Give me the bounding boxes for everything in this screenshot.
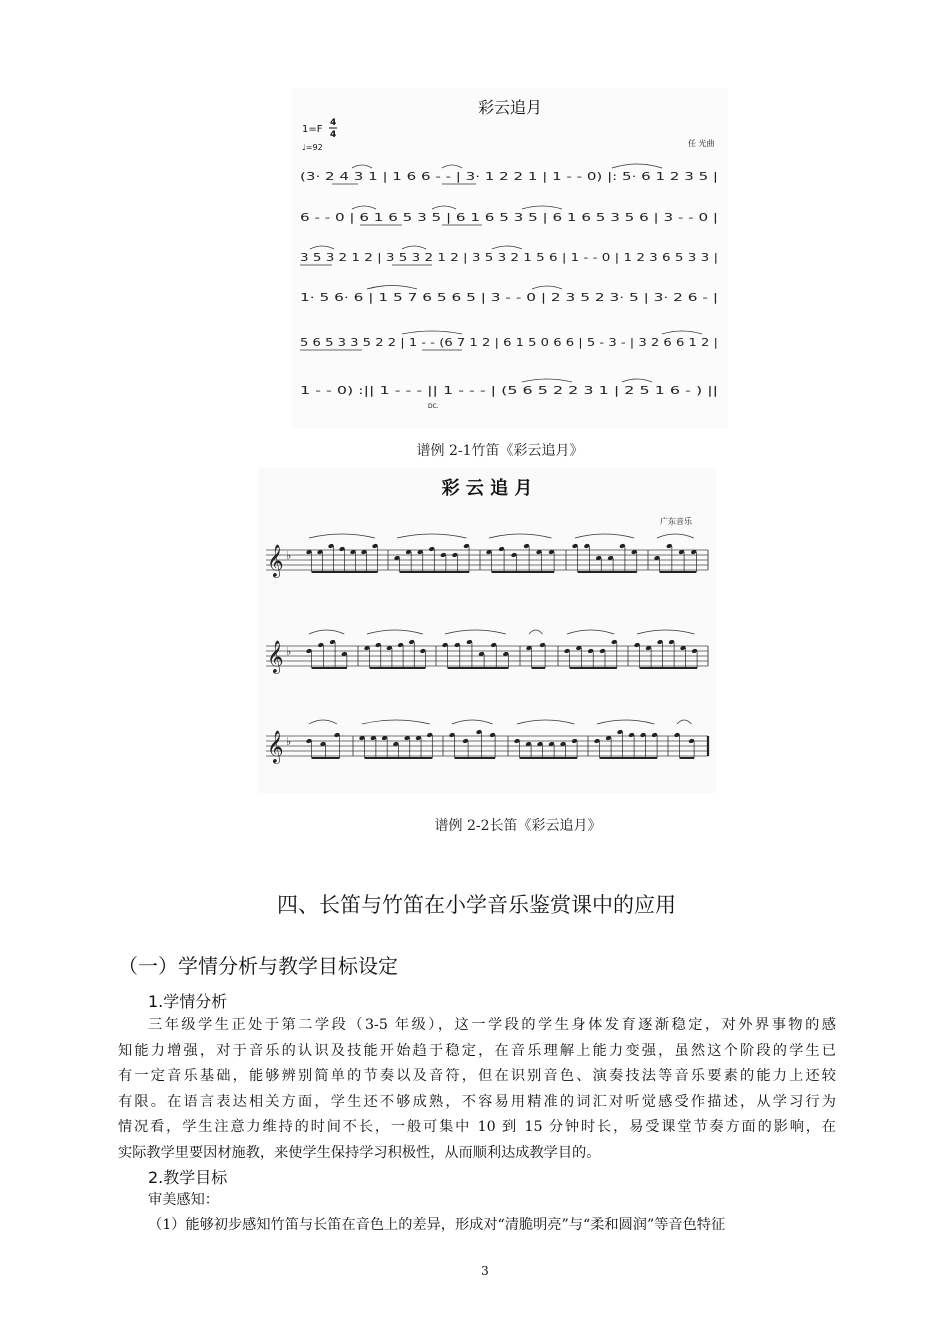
jianpu-time-numerator: 4: [330, 118, 337, 128]
jianpu-line: 1· 5 6· 6 | 1 5 7 6 5 6 5 | 3 - - 0 | 2 3 5 2 3· 5 | 3· 2 6 - |: [300, 292, 718, 304]
paragraph-line: 知能力增强，对于音乐的认识及技能开始趋于稳定，在音乐理解上能力变强，虽然这个阶段的学生已: [118, 1042, 836, 1059]
svg-text:𝄞: 𝄞: [267, 544, 284, 577]
svg-text:♭: ♭: [286, 735, 292, 748]
staff-systems: [266, 534, 708, 764]
jianpu-line: 5 6 5 3 3 5 2 2 | 1 - - (6 7 1 2 | 6 1 5 0 6 6 | 5 - 3 - | 3 2 6 6 1 2 |: [300, 337, 718, 349]
paragraph-line: 三年级学生正处于第二学段（3-5 年级），这一学段的学生身体发育逐渐稳定，对外界事物的感: [148, 1017, 836, 1033]
section-heading: 四、长笛与竹笛在小学音乐鉴赏课中的应用: [277, 893, 676, 917]
jianpu-title: 彩云追月: [477, 98, 543, 117]
jianpu-key: 1=F: [302, 124, 323, 135]
jianpu-line: 1 - - 0) :|| 1 - - - || 1 - - - | (5 6 5 2 2 3 1 | 2 5 1 6 - ) ||: [300, 385, 718, 397]
paragraph-line: 有一定音乐基础，能够辨别简单的节奏以及音符，但在识别音色、演奏技法等音乐要素的能力上还较: [118, 1068, 836, 1084]
goal-item-1: （1）能够初步感知竹笛与长笛在音色上的差异，形成对“清脆明亮”与“柔和圆润”等音色特征: [148, 1217, 726, 1233]
jianpu-line: 3 5 3 2 1 2 | 3 5 3 2 1 2 | 3 5 3 2 1 5 6 | 1 - - 0 | 1 2 3 6 5 3 3 |: [300, 252, 718, 264]
figure2-caption: 谱例 2-2长笛《彩云追月》: [434, 818, 602, 834]
subsection-heading: （一）学情分析与教学目标设定: [118, 954, 398, 978]
jianpu-line: (3· 2 4 3 1 | 1 6 6 - - | 3· 1 2 2 1 | 1 - - 0) |: 5· 6 1 2 3 5 |: [300, 171, 718, 183]
jianpu-dc-mark: DC.: [428, 403, 439, 410]
paragraph-line: 实际教学里要因材施教，来使学生保持学习积极性，从而顺利达成教学目的。: [118, 1144, 601, 1161]
staff-composer: 广东音乐: [660, 517, 692, 526]
svg-text:𝄞: 𝄞: [267, 730, 284, 763]
staff-score-figure: [258, 468, 716, 793]
jianpu-tempo: ♩=92: [302, 143, 323, 152]
svg-text:♭: ♭: [286, 645, 292, 658]
analysis-paragraph: [118, 1013, 836, 1166]
svg-text:𝄞: 𝄞: [267, 640, 284, 673]
paragraph-line: 有限。在语言表达相关方面，学生还不够成熟，不容易用精准的词汇对听觉感受作描述，从学习行为: [118, 1093, 836, 1110]
jianpu-composer: 任 光曲: [688, 139, 715, 148]
item1-heading: 1.学情分析: [148, 992, 228, 1011]
svg-text:♭: ♭: [286, 549, 292, 562]
item2-heading: 2.教学目标: [148, 1168, 228, 1187]
goal-label: 审美感知：: [148, 1192, 219, 1208]
paragraph-line: 情况看，学生注意力维持的时间不长，一般可集中 10 到 15 分钟时长，易受课堂节奏方面的影响，在: [118, 1119, 836, 1135]
figure1-caption: 谱例 2-1竹笛《彩云追月》: [416, 443, 584, 459]
jianpu-score-figure: [292, 88, 728, 428]
jianpu-time-denominator: 4: [330, 130, 337, 140]
page-number: 3: [481, 1264, 489, 1278]
jianpu-line: 6 - - 0 | 6 1 6 5 3 5 | 6 1 6 5 3 5 | 6 1 6 5 3 5 6 | 3 - - 0 |: [300, 212, 718, 224]
staff-title: 彩 云 追 月: [441, 478, 533, 499]
